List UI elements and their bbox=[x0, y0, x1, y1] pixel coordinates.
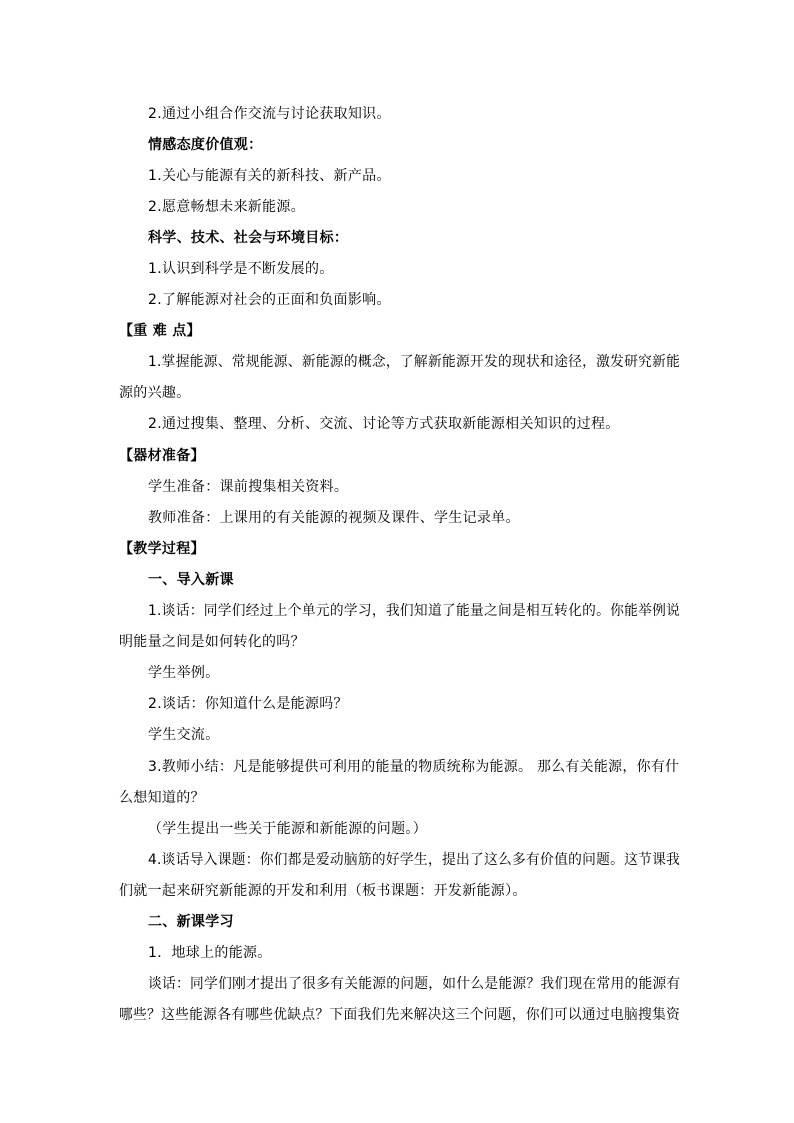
text-line: 么想知道的？ bbox=[119, 790, 205, 806]
text-line: 学生举例。 bbox=[148, 665, 220, 681]
section-heading: 【器材准备】 bbox=[119, 448, 205, 464]
text-line: 3.教师小结：凡是能够提供可利用的能量的物质统称为能源。 那么有关能源，你有什 bbox=[148, 759, 680, 775]
text-line: 1.掌握能源、常规能源、新能源的概念，了解新能源开发的现状和途径，激发研究新能 bbox=[148, 354, 681, 370]
subsection-heading: 二、新课学习 bbox=[148, 914, 234, 930]
text-line: 2.通过搜集、整理、分析、交流、讨论等方式获取新能源相关知识的过程。 bbox=[148, 416, 620, 432]
text-line: 4.谈话导入课题：你们都是爱动脑筋的好学生，提出了这么多有价值的问题。这节课我 bbox=[148, 852, 681, 868]
section-heading: 【教学过程】 bbox=[119, 541, 205, 557]
text-line: 哪些？这些能源各有哪些优缺点？下面我们先来解决这三个问题，你们可以通过电脑搜集资 bbox=[119, 1007, 681, 1023]
text-line: 2.了解能源对社会的正面和负面影响。 bbox=[148, 292, 391, 308]
text-line: 学生准备：课前搜集相关资料。 bbox=[148, 479, 349, 495]
text-line: 谈话：同学们刚才提出了很多有关能源的问题，如什么是能源？我们现在常用的能源有 bbox=[148, 976, 681, 992]
text-line: 2.愿意畅想未来新能源。 bbox=[148, 199, 305, 215]
section-heading: 情感态度价值观： bbox=[148, 137, 263, 153]
text-line: 们就一起来研究新能源的开发和利用（板书课题：开发新能源）。 bbox=[119, 883, 527, 899]
text-line: 1．地球上的能源。 bbox=[148, 945, 272, 961]
text-line: 1.认识到科学是不断发展的。 bbox=[148, 261, 334, 277]
text-line: 教师准备：上课用的有关能源的视频及课件、学生记录单。 bbox=[148, 510, 520, 526]
text-line: 1.谈话：同学们经过上个单元的学习，我们知道了能量之间是相互转化的。你能举例说 bbox=[148, 603, 681, 619]
text-line: 学生交流。 bbox=[148, 727, 220, 743]
section-heading: 【重 难 点】 bbox=[119, 323, 201, 339]
text-line: 明能量之间是如何转化的吗？ bbox=[119, 634, 305, 650]
subsection-heading: 一、导入新课 bbox=[148, 572, 234, 588]
text-line: 源的兴趣。 bbox=[119, 385, 191, 401]
text-line: 2.通过小组合作交流与讨论获取知识。 bbox=[148, 106, 391, 122]
text-line: 1.关心与能源有关的新科技、新产品。 bbox=[148, 168, 391, 184]
section-heading: 科学、技术、社会与环境目标： bbox=[148, 230, 349, 246]
text-line: （学生提出一些关于能源和新能源的问题。） bbox=[148, 821, 427, 837]
text-line: 2.谈话：你知道什么是能源吗？ bbox=[148, 696, 348, 712]
